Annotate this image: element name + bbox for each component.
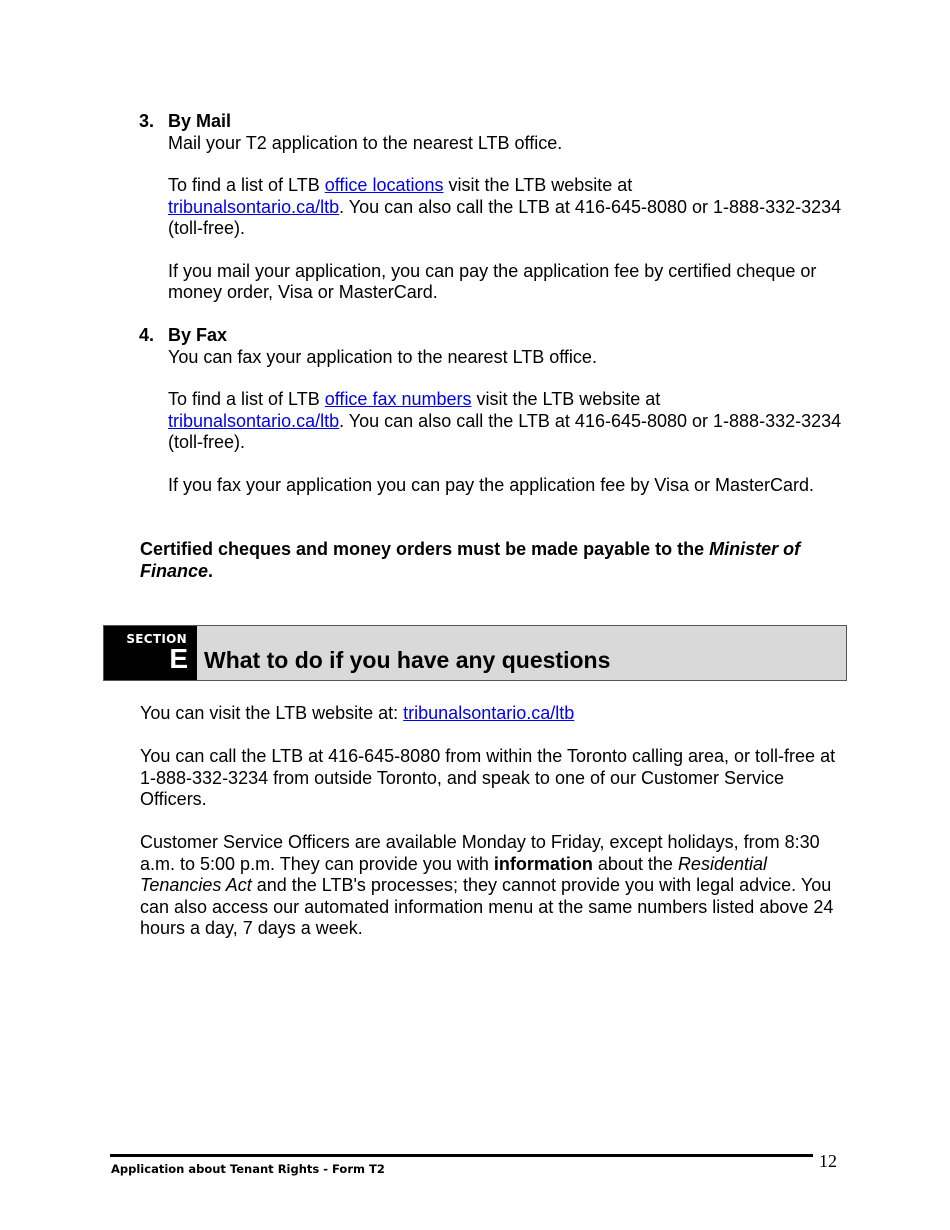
by-fax-line1: You can fax your application to the nearest LTB office. xyxy=(168,346,597,367)
notice-payee: Minister of Finance xyxy=(140,539,801,581)
by-mail-find-paragraph xyxy=(168,175,859,240)
page-number: 12 xyxy=(819,1151,837,1171)
item-number: 3. xyxy=(139,111,155,131)
cso-prefix: Customer Service Officers are available Monday to Friday, except holidays, from 8:30 a.m. to 5:00 p.m. They can provide you with xyxy=(140,832,820,874)
item-number: 4. xyxy=(139,325,155,345)
visit-website-paragraph xyxy=(140,703,850,725)
by-mail-line1: Mail your T2 application to the nearest LTB office. xyxy=(168,132,563,153)
find-suffix: visit the LTB website at xyxy=(443,175,633,195)
find-suffix: visit the LTB website at xyxy=(471,389,661,409)
by-fax-item xyxy=(139,325,859,496)
section-title: What to do if you have any questions xyxy=(204,647,611,673)
visit-prefix: You can visit the LTB website at: xyxy=(140,703,404,723)
website-link[interactable]: tribunalsontario.ca/ltb xyxy=(168,410,340,431)
footer-rule xyxy=(110,1154,813,1157)
by-mail-title: By Mail xyxy=(168,111,232,131)
by-mail-item xyxy=(139,111,859,304)
notice-end: . xyxy=(208,560,214,581)
by-fax-body xyxy=(168,325,859,496)
by-mail-pay-paragraph: If you mail your application, you can pay the application fee by certified cheque or money order, Visa or MasterCard. xyxy=(168,260,817,302)
call-text: . You can also call the LTB at 416-645-8080 or 1-888-332-3234 (toll-free). xyxy=(168,196,842,238)
cso-bold: information xyxy=(493,853,593,874)
payable-notice xyxy=(140,539,850,582)
section-letter: E xyxy=(169,643,188,674)
section-tag xyxy=(104,626,197,680)
office-locations-link[interactable]: office locations xyxy=(324,175,444,195)
by-mail-body xyxy=(168,111,859,304)
by-fax-pay-paragraph: If you fax your application you can pay the application fee by Visa or MasterCard. xyxy=(168,474,815,495)
find-prefix: To find a list of LTB xyxy=(168,175,325,195)
footer-form-name: Application about Tenant Rights - Form T2 xyxy=(111,1162,385,1176)
cso-paragraph xyxy=(140,832,850,940)
website-link[interactable]: tribunalsontario.ca/ltb xyxy=(168,196,340,217)
office-fax-numbers-link[interactable]: office fax numbers xyxy=(324,389,472,409)
find-prefix: To find a list of LTB xyxy=(168,389,325,409)
section-e-banner xyxy=(103,625,847,681)
cso-mid: about the xyxy=(592,853,678,874)
section-word: SECTION xyxy=(126,632,187,646)
call-ltb-paragraph: You can call the LTB at 416-645-8080 from within the Toronto calling area, or toll-free at 1-888-332-3234 from outside Toronto, and speak to one of our Customer Service Officers. xyxy=(140,746,836,809)
cso-suffix: and the LTB's processes; they cannot provide you with legal advice. You can also access our automated information menu at the same numbers listed above 24 hours a day, 7 days a week. xyxy=(140,875,834,938)
website-link[interactable]: tribunalsontario.ca/ltb xyxy=(403,703,575,723)
cso-act-name: Residential Tenancies Act xyxy=(140,853,767,895)
call-text: . You can also call the LTB at 416-645-8080 or 1-888-332-3234 (toll-free). xyxy=(168,410,842,452)
by-fax-find-paragraph xyxy=(168,389,859,454)
by-fax-title: By Fax xyxy=(168,325,228,345)
notice-text: Certified cheques and money orders must be made payable to the xyxy=(140,539,710,559)
